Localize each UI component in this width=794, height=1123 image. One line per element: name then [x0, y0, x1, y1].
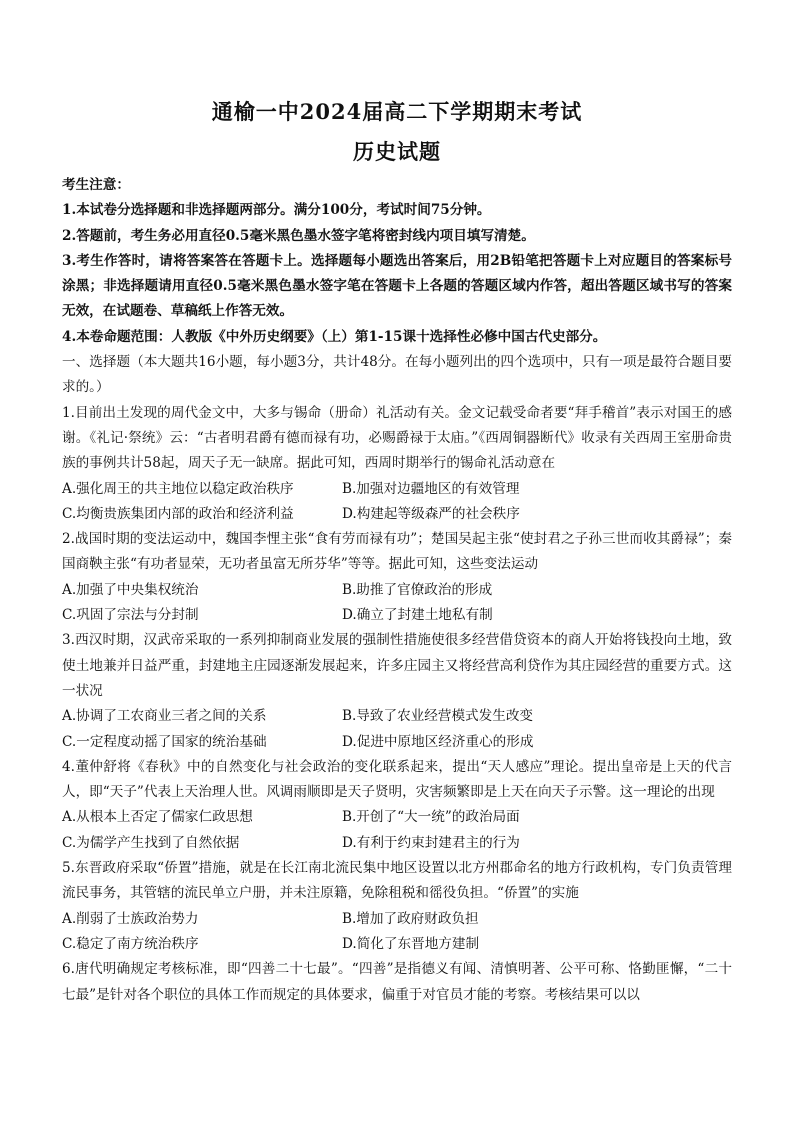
exam-subtitle: 历史试题: [353, 139, 441, 164]
option-c: C.稳定了南方统治秩序: [62, 935, 199, 952]
question-stem: 2.战国时期的变法运动中，魏国李悝主张“食有劳而禄有功”；楚国吴起主张“使封君之子孙三世而收其爵禄”；秦国商鞅主张“有功者显荣，无功者虽富无所芬华”等等。据此可知，这些变法运动: [62, 531, 732, 573]
option-d: D.构建起等级森严的社会秩序: [342, 505, 520, 522]
option-row: [62, 578, 732, 603]
question-stem: 6.唐代明确规定考核标准，即“四善二十七最”。“四善”是指德义有闻、清慎明著、公平可称、恪勤匪懈，“二十七最”是针对各个职位的具体工作而规定的具体要求，偏重于对官员才能的考察。考核结果可以以: [62, 961, 732, 1003]
option-row: [62, 907, 732, 932]
option-c: C.均衡贵族集团内部的政治和经济利益: [62, 505, 294, 522]
option-a: A.强化周王的共主地位以稳定政治秩序: [62, 480, 294, 497]
option-row: [62, 477, 732, 502]
question-stem: 3.西汉时期，汉武帝采取的一系列抑制商业发展的强制性措施使很多经营借贷资本的商人开始将钱投向土地，致使土地兼并日益严重，封建地主庄园逐渐发展起来，许多庄园主又将经营高利贷作为其庄园经营的重要方式。这一状况: [62, 632, 732, 699]
option-a: A.从根本上否定了儒家仁政思想: [62, 809, 253, 826]
question-stem: 1.目前出土发现的周代金文中，大多与锡命（册命）礼活动有关。金文记载受命者要“拜手稽首”表示对国王的感谢。《礼记·祭统》云：“古者明君爵有德而禄有功，必赐爵禄于太庙。”《西周铜器断代》收录有关西周王室册命贵族的事例共计58起，周天子无一缺席。据此可知，西周时期举行的锡命礼活动意在: [62, 404, 732, 472]
option-row: [62, 603, 732, 628]
notice-heading: 考生注意：: [62, 177, 130, 193]
notice-item: 2.答题前，考生务必用直径0.5毫米黑色墨水签字笔将密封线内项目填写清楚。: [62, 227, 535, 244]
notice-item: 4.本卷命题范围：人教版《中外历史纲要》（上）第1-15课十选择性必修中国古代史部分。: [62, 328, 607, 345]
option-a: A.协调了工农商业三者之间的关系: [62, 708, 267, 725]
option-b: B.加强对边疆地区的有效管理: [342, 480, 520, 497]
option-d: D.简化了东晋地方建制: [342, 935, 480, 952]
option-a: A.削弱了士族政治势力: [62, 910, 199, 927]
option-row: [62, 932, 732, 957]
option-a: A.加强了中央集权统治: [62, 581, 199, 598]
option-b: B.增加了政府财政负担: [342, 910, 479, 927]
exam-content: [62, 173, 732, 1008]
option-c: C.巩固了宗法与分封制: [62, 607, 199, 624]
option-d: D.促进中原地区经济重心的形成: [342, 733, 534, 750]
notice-item: 3.考生作答时，请将答案答在答题卡上。选择题每小题选出答案后，用2B铅笔把答题卡上对应题目的答案标号涂黑；非选择题请用直径0.5毫米黑色墨水签字笔在答题卡上各题的答题区域内作答，超出答题区域书写的答案无效，在试题卷、草稿纸上作答无效。: [62, 252, 732, 320]
option-row: [62, 730, 732, 755]
question-stem: 5.东晋政府采取“侨置”措施，就是在长江南北流民集中地区设置以北方州郡命名的地方行政机构，专门负责管理流民事务，其管辖的流民单立户册，并未注原籍，免除租税和徭役负担。“侨置”的实施: [62, 860, 732, 902]
option-b: B.导致了农业经营模式发生改变: [342, 708, 534, 725]
option-c: C.一定程度动摇了国家的统治基础: [62, 733, 267, 750]
option-c: C.为儒学产生找到了自然依据: [62, 834, 240, 851]
option-row: [62, 502, 732, 527]
option-d: D.有利于约束封建君主的行为: [342, 834, 520, 851]
option-d: D.确立了封建土地私有制: [342, 607, 493, 624]
option-row: [62, 704, 732, 729]
option-row: [62, 805, 732, 830]
option-b: B.助推了官僚政治的形成: [342, 581, 493, 598]
exam-title: 通榆一中2024届高二下学期期末考试: [211, 99, 583, 124]
notice-item: 1.本试卷分选择题和非选择题两部分。满分100分，考试时间75分钟。: [62, 202, 491, 219]
option-b: B.开创了“大一统”的政治局面: [342, 809, 520, 826]
section-heading: 一、选择题（本大题共16小题，每小题3分，共计48分。在每小题列出的四个选项中，只有一项是最符合题目要求的。）: [62, 354, 732, 396]
question-stem: 4.董仲舒将《春秋》中的自然变化与社会政治的变化联系起来，提出“天人感应”理论。提出皇帝是上天的代言人，即“天子”代表上天治理人世。风调雨顺即是天子贤明，灾害频繁即是上天在向天子示警。这一理论的出现: [62, 758, 732, 801]
option-row: [62, 831, 732, 856]
